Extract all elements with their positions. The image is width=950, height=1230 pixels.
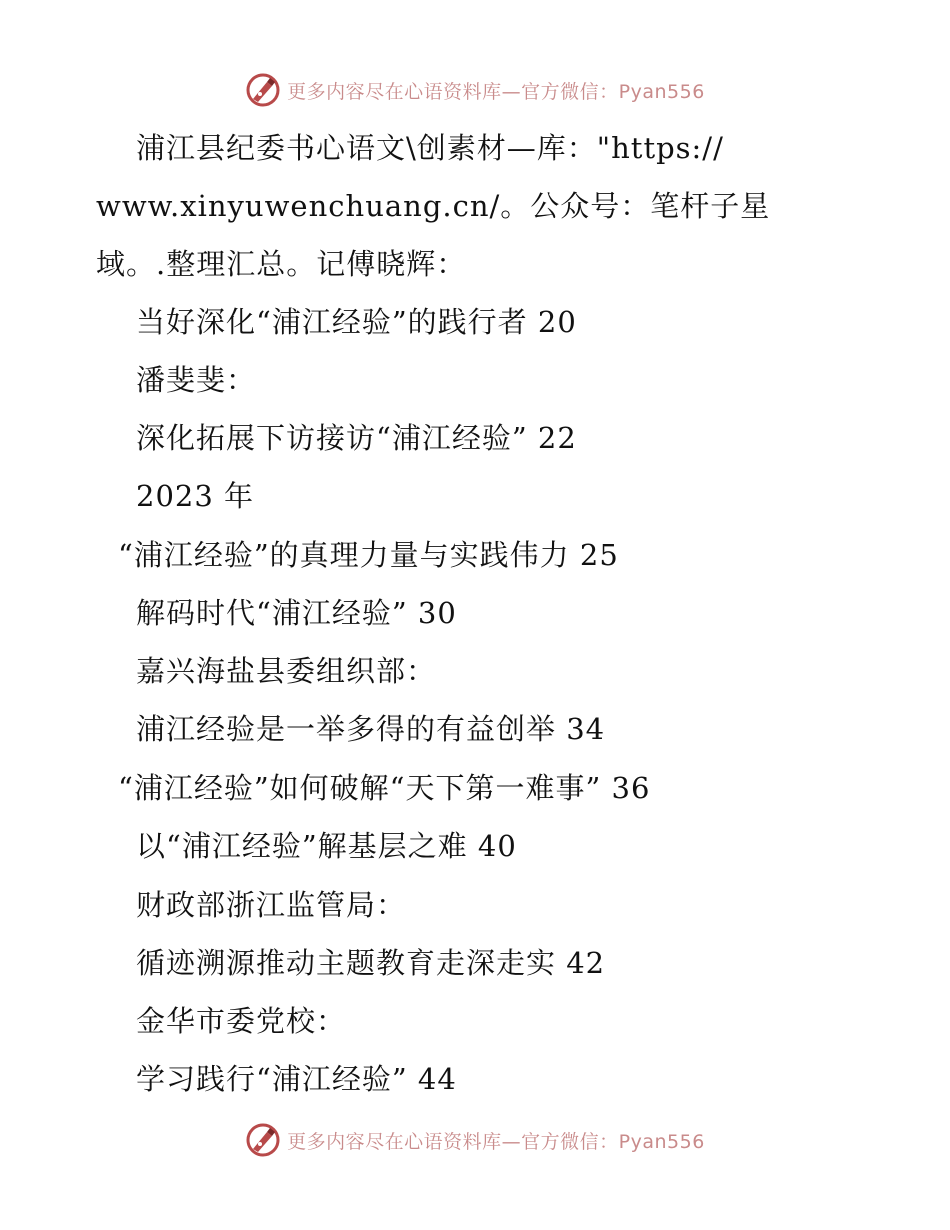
footer-watermark <box>0 1120 950 1160</box>
toc-author: 金华市委党校： <box>136 1004 347 1038</box>
pen-logo-icon <box>245 72 281 108</box>
toc-entry: “浦江经验”的真理力量与实践伟力 25 <box>118 538 619 572</box>
watermark-text: 更多内容尽在心语资料库—官方微信：Pyan556 <box>287 1130 705 1153</box>
toc-entry: 深化拓展下访接访“浦江经验” 22 <box>136 421 577 455</box>
header-watermark <box>0 70 950 110</box>
intro-line-2: www.xinyuwenchuang.cn/。公众号：笔杆子星 <box>96 189 771 223</box>
toc-author: 嘉兴海盐县委组织部： <box>136 654 437 688</box>
intro-line-3: 域。.整理汇总。记傅晓辉： <box>96 247 467 281</box>
watermark-text: 更多内容尽在心语资料库—官方微信：Pyan556 <box>287 80 705 103</box>
toc-year: 2023 年 <box>136 479 255 513</box>
pen-logo-icon <box>245 1122 281 1158</box>
toc-entry: 浦江经验是一举多得的有益创举 34 <box>136 712 606 746</box>
toc-entry: 当好深化“浦江经验”的践行者 20 <box>136 305 577 339</box>
toc-author: 潘斐斐： <box>136 363 257 397</box>
intro-line-1: 浦江县纪委书心语文\创素材—库："https:// <box>136 131 724 165</box>
toc-entry: 学习践行“浦江经验” 44 <box>136 1062 457 1096</box>
toc-entry: 以“浦江经验”解基层之难 40 <box>136 829 517 863</box>
toc-entry: “浦江经验”如何破解“天下第一难事” 36 <box>118 771 651 805</box>
toc-entry: 解码时代“浦江经验” 30 <box>136 596 457 630</box>
toc-entry: 循迹溯源推动主题教育走深走实 42 <box>136 946 606 980</box>
toc-author: 财政部浙江监管局： <box>136 888 407 922</box>
